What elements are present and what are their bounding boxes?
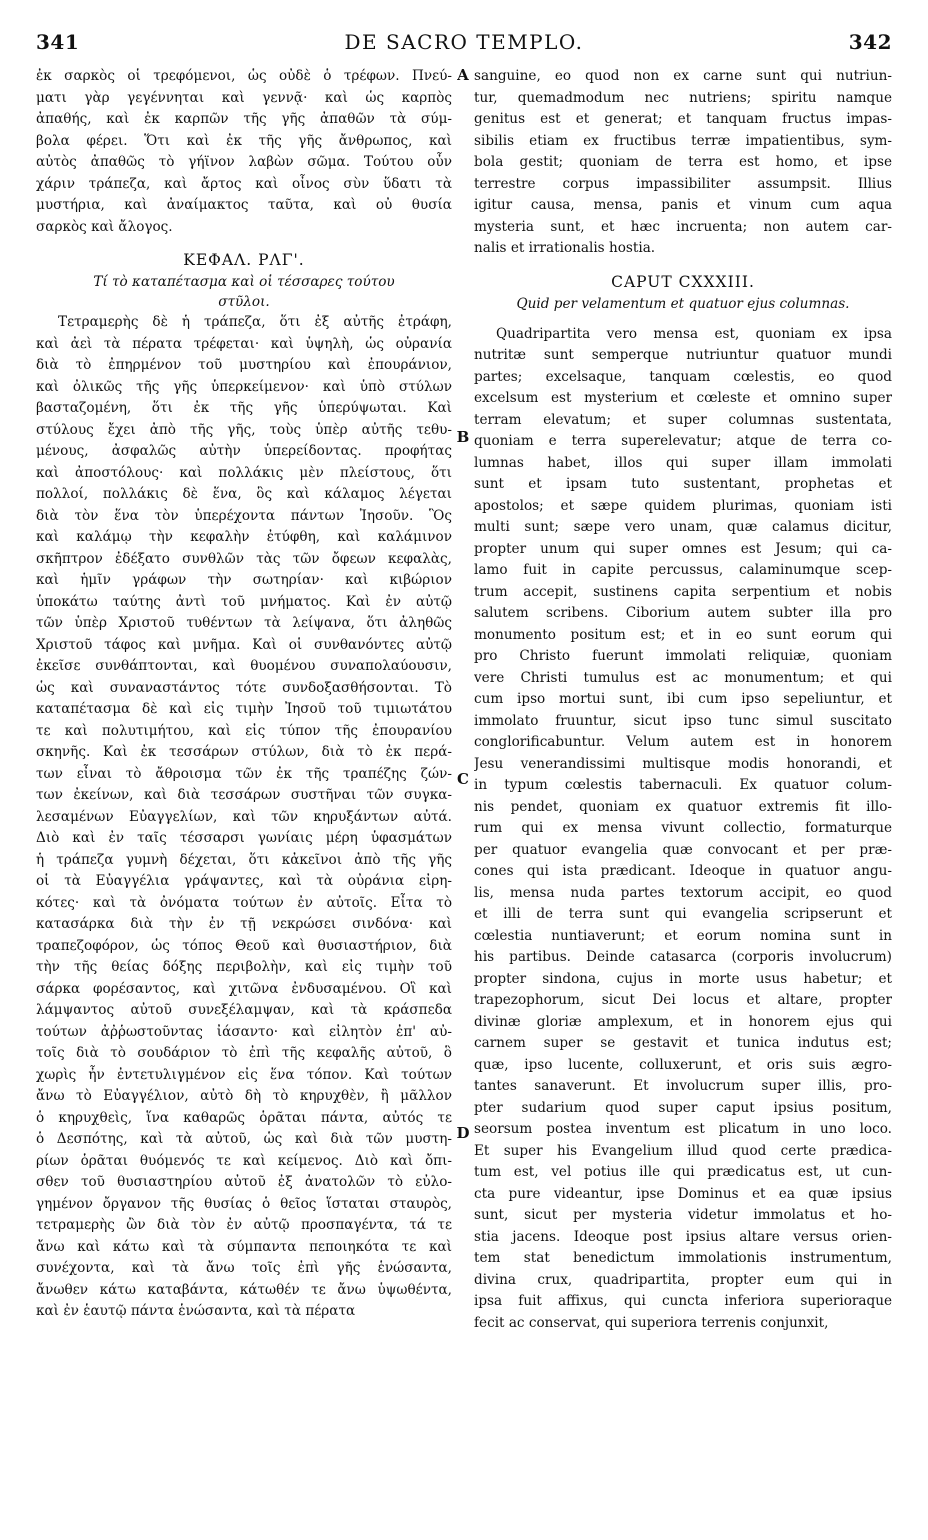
section-gap <box>474 260 892 270</box>
latin-text-line: igitur causa, mensa, panis et vinum cum aqua <box>474 197 892 213</box>
greek-text-line: σκηνῆς. Καὶ ἐκ τεσσάρων στύλων, διὰ τὸ ἐκ περά- <box>36 744 452 760</box>
latin-text-line: lamo fuit in capite percussus, calaminumque scep- <box>474 562 892 578</box>
greek-text-line: ἀπαθής, καὶ ἐκ καρπῶν τῆς γῆς ἀπαθῶν τὰ σύμ- <box>36 111 452 127</box>
greek-text-line: ἄνω καὶ κάτω καὶ τὰ σύμπαντα πεποιηκότα τε καὶ <box>36 1238 452 1255</box>
greek-text-line: καὶ ἡμῖν γράφων τὴν σωτηρίαν· καὶ κιβώριον <box>36 572 452 588</box>
greek-text-line: ματι γὰρ γεγέννηται καὶ γεννᾷ· καὶ ὡς καρπὸς <box>36 89 452 106</box>
greek-text-line: τραπεζοφόρον, ὡς τόπος Θεοῦ καὶ θυσιαστήριον, διὰ <box>36 937 452 954</box>
section-gap <box>474 314 892 324</box>
latin-text-line: ipsa fuit affixus, qui cuncta inferiora superioraque <box>474 1293 892 1309</box>
greek-text-line: καταπέτασμα δὲ καὶ εἰς τιμὴν Ἰησοῦ τοῦ τιμιωτάτου <box>36 701 452 717</box>
greek-column <box>36 66 452 1323</box>
latin-text-line: bola gestit; quoniam de terra est homo, et ipse <box>474 154 892 170</box>
latin-text-line: conglorificabuntur. Velum autem est in honorem <box>474 734 892 750</box>
latin-text-line: propter sindona, cujus in morte usus habetur; et <box>474 970 892 987</box>
running-header <box>36 30 892 60</box>
latin-text-line: cta pure videantur, ipse Dominus et ea quæ ipsius <box>474 1185 892 1202</box>
greek-text-line: καὶ ὀλικῶς τῆς γῆς ὑπερκείμενον· καὶ ὑπὸ στύλων <box>36 378 452 395</box>
greek-text-line: κότες· καὶ τὰ ὀνόματα τούτων ἐν αὐτοῖς. Εἶτα τὸ <box>36 894 452 911</box>
greek-text-line: ἐκεῖσε συνθάπτονται, καὶ θυομένου συναπολαύουσιν, <box>36 658 452 674</box>
latin-text-line: sibilis etiam ex fructibus terræ impatientibus, sym- <box>474 132 892 149</box>
latin-text-line: genitus est et generat; et tanquam fructus impas- <box>474 111 892 127</box>
latin-text-line: terrestre corpus impassibiliter assumpsit. Illius <box>474 175 892 192</box>
latin-text-line: sanguine, eo quod non ex carne sunt qui nutriun- <box>474 68 892 84</box>
latin-text-line: tem stat benedictum immolationis instrumentum, <box>474 1250 892 1266</box>
greek-text-line: ἄνω τὸ Εὐαγγέλιον, αὐτὸ δὴ τὸ κηρυχθὲν, ἢ μᾶλλον <box>36 1088 452 1104</box>
latin-text-line: cones qui ista prædicant. Ideoque in quatuor angu- <box>474 863 892 879</box>
greek-text-line: τετραμερὴς ὢν διὰ τὸν ἐν αὐτῷ προσπαγέντα, τά τε <box>36 1217 452 1233</box>
greek-text-line: οἱ τὰ Εὐαγγέλια γράψαντες, καὶ τὰ οὐράνια εἰρη- <box>36 873 452 889</box>
latin-text-line: pro Christo fuerunt immolati reliquiæ, quoniam <box>474 648 892 664</box>
greek-text-line: τῶν ὑπὲρ Χριστοῦ τυθέντων τὰ λείψανα, ὅτι ἀληθῶς <box>36 615 452 631</box>
section-gap <box>36 238 452 248</box>
latin-text-line: partes; excelsaque, tanquam cœlestis, eo quod <box>474 368 892 385</box>
latin-text-line: multi sunt; sæpe vero unam, quæ calamus dicitur, <box>474 519 892 535</box>
latin-text-line: his partibus. Deinde catasarca (corporis involucrum) <box>474 949 892 965</box>
latin-text-line: terram elevatum; et super columnas sustentata, <box>474 411 892 428</box>
greek-text-line: τὴν τῆς θείας δόξης περιβολὴν, καὶ εἰς τιμὴν τοῦ <box>36 959 452 975</box>
greek-text-line: Διὸ καὶ ἐν ταῖς τέσσαρσι γωνίαις μέρη ὑφασμάτων <box>36 830 452 846</box>
greek-text-line: αὐτὸς ἀπαθῶς τὸ γήϊνον λαβὼν σῶμα. Τούτου οὖν <box>36 154 452 170</box>
greek-chapter-subtitle: στῦλοι. <box>218 294 270 310</box>
greek-text-line: διὰ τὸ ἐπηρμένον τοῦ μυστηρίου καὶ ἐπουράνιον, <box>36 357 452 373</box>
latin-text-line: in typum cœlestis tabernaculi. Ex quatuor colum- <box>474 777 892 793</box>
greek-text-line: ὑποκάτω ταύτης ἀντὶ τοῦ μνήματος. Καὶ ἐν αὐτῷ <box>36 593 452 610</box>
latin-text-line: tum est, vel potius ille qui prædicatus est, ut cun- <box>474 1164 892 1180</box>
greek-text-line: ἄνωθεν κάτω καταβάντα, κάτωθέν τε ἄνω ὑψωθέντα, <box>36 1281 452 1298</box>
running-title: DE SACRO TEMPLO. <box>344 30 584 54</box>
latin-text-line: propter unum qui super omnes est Jesum; qui ca- <box>474 540 892 557</box>
page-number-left: 341 <box>36 30 80 54</box>
greek-text-line: ὁ Δεσπότης, καὶ τὰ αὐτοῦ, ὡς καὶ διὰ τῶν μυστη- <box>36 1131 452 1147</box>
latin-text-line: Quadripartita vero mensa est, quoniam ex ipsa <box>496 325 892 342</box>
greek-text-line: συνέχοντα, καὶ τὰ ἄνω τοῖς ἐπὶ γῆς ἑνώσαντα, <box>36 1260 452 1276</box>
page-number-right: 342 <box>848 30 892 54</box>
latin-text-line: monumento positum est; et in eo sunt eorum qui <box>474 626 892 643</box>
latin-text-line: pter sudarium quod super caput ipsius positum, <box>474 1099 892 1116</box>
greek-chapter-heading: ΚΕΦΑΛ. ΡΛΓ'. <box>183 251 305 269</box>
latin-text-line: carnem super se gestavit et tunica indutus est; <box>474 1035 892 1051</box>
greek-text-line: Χριστοῦ τάφος καὶ μνῆμα. Καὶ οἱ συνθανόντες αὐτῷ <box>36 636 452 653</box>
greek-text-line: γημένον ὄργανον τῆς θυσίας ὁ θεῖος ἵσταται σταυρὸς, <box>36 1195 452 1212</box>
greek-text-line: πολλοί, πολλάκις δὲ ἕνα, ὃς καὶ κάλαμος λέγεται <box>36 486 452 502</box>
greek-text-line: τούτων ἀῤῥωστοῦντας ἰάσαντο· καὶ εἰλητὸν ἐπ' αὐ- <box>36 1023 452 1040</box>
greek-text-line: τοῖς διὰ τὸ σουδάριον τὸ ἐπὶ τῆς κεφαλῆς αὐτοῦ, ὃ <box>36 1045 452 1061</box>
margin-marker: B <box>456 428 470 446</box>
greek-text-line: σκῆπτρον ἐδέξατο συνθλῶν τὰς τῶν ὄφεων κεφαλὰς, <box>36 550 452 567</box>
latin-text-line: immolato fruuntur, sicut ipso tunc simul suscitato <box>474 712 892 729</box>
greek-text-line: κατασάρκα διὰ τὴν ἐν τῇ νεκρώσει σινδόνα· καὶ <box>36 916 452 932</box>
margin-marker: D <box>456 1124 470 1142</box>
latin-text-line: vere Christi tumulus est ac monumentum; et qui <box>474 669 892 686</box>
latin-text-line: excelsum est mysterium et cœleste et omnino super <box>474 390 892 406</box>
greek-text-line: καὶ ἀποστόλους· καὶ πολλάκις μὲν πλείστους, ὅτι <box>36 464 452 481</box>
greek-chapter-subtitle: Τί τὸ καταπέτασμα καὶ οἱ τέσσαρες τούτου <box>93 274 395 290</box>
greek-text-line: ρίων ὁρᾶται θυόμενός τε καὶ κείμενος. Διὸ καὶ ὄπι- <box>36 1152 452 1169</box>
latin-text-line: seorsum postea inventum est plicatum in uno loco. <box>474 1121 892 1137</box>
greek-text-line: ὡς καὶ συναναστάντος τότε συνδοξασθήσονται. Τὸ <box>36 679 452 696</box>
greek-text-line: σαρκὸς καὶ ἄλογος. <box>36 218 173 235</box>
latin-text-line: quæ, ipso lucente, colluxerunt, et oris suis ægro- <box>474 1056 892 1073</box>
latin-text-line: cœlestia nuntiaverunt; et eorum nomina sunt in <box>474 927 892 944</box>
latin-text-line: divinæ gloriæ amplexum, et in honorem ejus qui <box>474 1013 892 1030</box>
greek-text-line: ὁ κηρυχθεὶς, ἵνα καθαρῶς ὁρᾶται πάντα, αὐτός τε <box>36 1109 452 1126</box>
greek-text-line: τε καὶ πολυτιμήτου, καὶ εἰς τύπον τῆς ἐπουρανίου <box>36 722 452 739</box>
greek-text-line: καὶ ἐν ἑαυτῷ πάντα ἑνώσαντα, καὶ τὰ πέρατα <box>36 1303 356 1319</box>
latin-text-line: stia jacens. Ideoque post ipsius altare versus orien- <box>474 1228 892 1245</box>
greek-text-line: καὶ καλάμῳ τὴν κεφαλὴν ἐτύφθη, καὶ καλάμινον <box>36 529 452 545</box>
latin-text-line: lis, mensa nuda partes textorum accipit, eo quod <box>474 884 892 901</box>
latin-text-line: lumnas habet, illos qui super illam immolati <box>474 454 892 471</box>
latin-text-line: tur, quemadmodum nec nutriens; spiritu namque <box>474 89 892 106</box>
greek-text-line: χωρὶς ἦν ἐντετυλιγμένον εἰς ἕνα τόπον. Καὶ τούτων <box>36 1066 452 1083</box>
latin-text-line: sunt et ipsam tuto sustentant, prophetas et <box>474 476 892 492</box>
greek-text-line: των ἐκείνων, καὶ διὰ τεσσάρων συστῆναι τῶν συγκα- <box>36 787 452 803</box>
latin-text-line: Jesu venerandissimi multisque modis honorandi, et <box>474 755 892 772</box>
greek-text-line: στύλους ἔχει ἀπὸ τῆς γῆς, τοὺς ὑπὲρ αὐτῆς τεθυ- <box>36 421 452 438</box>
greek-text-line: μυστήρια, καὶ ἀναίμακτος ταῦτα, καὶ οὐ θυσία <box>36 197 452 213</box>
margin-marker: C <box>457 770 469 788</box>
greek-text-line: ἐκ σαρκὸς οἱ τρεφόμενοι, ὡς οὐδὲ ὁ τρέφων. Πνεύ- <box>36 68 452 84</box>
latin-text-line: Et super his Evangelium illud quod certe prædica- <box>474 1142 892 1159</box>
greek-text-line: βασταζομένη, ὅτι ἐκ τῆς γῆς ὑπερύψωται. Καὶ <box>36 400 452 416</box>
margin-marker: A <box>457 66 469 84</box>
latin-text-line: quoniam e terra superelevatur; atque de terra co- <box>474 433 892 449</box>
latin-text-line: salutem scribens. Ciborium autem subter illa pro <box>474 605 892 621</box>
greek-text-line: διὰ τὸν ἕνα τὸν ὑπερέχοντα πάντων Ἰησοῦν. Ὃς <box>36 507 452 524</box>
greek-text-line: βολα φέρει. Ὅτι καὶ ἐκ τῆς γῆς ἄνθρωπος, καὶ <box>36 132 452 149</box>
latin-text-line: trapezophorum, sicut Dei locus et altare, propter <box>474 992 892 1008</box>
latin-text-line: nis pendet, quoniam ex quatuor extremis fit illo- <box>474 798 892 815</box>
greek-text-line: των εἶναι τὸ ἄθροισμα τῶν ἐκ τῆς τραπέζης ζών- <box>36 765 452 782</box>
greek-text-line: σάρκα φορέσαντος, καὶ χιτῶνα ἐνδυσαμένου. Οἳ καὶ <box>36 980 452 997</box>
greek-text-line: λεσαμένων Εὐαγγελίων, καὶ τῶν κηρυξάντων αὐτά. <box>36 808 452 825</box>
latin-text-line: trum accepit, sustinens capita serpentium et nobis <box>474 583 892 600</box>
greek-text-line: καὶ ἀεὶ τὰ πέρατα τρέφεται· καὶ ὑψηλὴ, ὡς οὐρανία <box>36 335 452 352</box>
greek-text-line: Τετραμερὴς δὲ ἡ τράπεζα, ὅτι ἐξ αὐτῆς ἐτράφη, <box>58 314 452 330</box>
latin-text-line: apostolos; et sæpe quidem plurimas, quoniam isti <box>474 497 892 514</box>
latin-chapter-subtitle: Quid per velamentum et quatuor ejus columnas. <box>516 295 850 312</box>
latin-column <box>474 66 892 1334</box>
greek-text-line: χάριν τράπεζα, καὶ ἄρτος καὶ οἶνος σὺν ὕδατι τὰ <box>36 175 452 192</box>
latin-text-line: fecit ac conservat, qui superiora terrenis conjunxit, <box>474 1314 829 1331</box>
latin-text-line: per quatuor evangelia quæ convocant et per præ- <box>474 841 892 858</box>
latin-chapter-heading: CAPUT CXXXIII. <box>611 272 755 291</box>
greek-text-line: ἡ τράπεζα γυμνὴ δέχεται, ὅτι κἀκεῖνοι ἀπὸ τῆς γῆς <box>36 851 452 868</box>
latin-text-line: et illi de terra sunt qui evangelia scripserunt et <box>474 906 892 922</box>
latin-text-line: divina crux, quadripartita, propter eum qui in <box>474 1271 892 1288</box>
latin-text-line: mysteria sunt, et hæc incruenta; non autem car- <box>474 218 892 235</box>
greek-text-line: λάμψαντος αὐτοῦ συνεξέλαμψαν, καὶ τὰ κράσπεδα <box>36 1002 452 1018</box>
latin-text-line: nalis et irrationalis hostia. <box>474 240 656 256</box>
greek-text-line: μένους, ἀσφαλῶς αὐτὴν ὑπερείδοντας. προφήτας <box>36 443 452 459</box>
latin-text-line: tantes sanaverunt. Et involucrum super illis, pro- <box>474 1078 892 1094</box>
latin-text-line: cum ipso mortui sunt, ibi cum ipso sepeliuntur, et <box>474 691 892 707</box>
latin-text-line: sunt, sicut per mysteria videtur immolatus et ho- <box>474 1207 892 1223</box>
latin-text-line: nutritæ sunt semperque nutriuntur quatuor mundi <box>474 347 892 363</box>
latin-text-line: rum qui ex mensa vivunt collectio, formaturque <box>474 820 892 836</box>
greek-text-line: σθεν τοῦ θυσιαστηρίου αὐτοῦ ἐξ ἀνατολῶν τὸ εὐλο- <box>36 1174 452 1190</box>
